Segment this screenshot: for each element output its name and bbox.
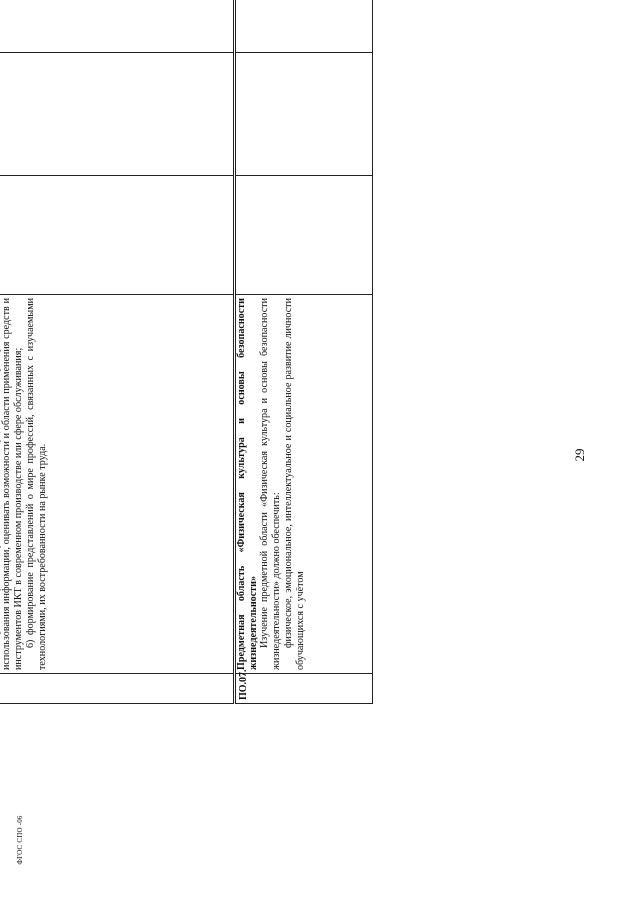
table-row	[0, 0, 235, 704]
rotated-table-container	[0, 0, 364, 704]
empty-cell	[235, 53, 373, 176]
row-code-cell	[0, 674, 235, 704]
paragraph: физическое, эмоциональное, интеллектуальное и социальное развитие личности обучающихся с учётом	[282, 298, 306, 670]
paragraph: Изучение предметной области «Физическая культура и основы безопасности жизнедеятельности» должно обеспечить:	[259, 298, 283, 670]
section-title: Предметная область «Физическая культура и основы безопасности жизнедеятельности»	[236, 298, 259, 670]
footer-code: ФГОС СПО -06	[16, 815, 24, 865]
content-cell	[235, 295, 373, 674]
empty-cell	[0, 176, 235, 295]
empty-cell	[0, 0, 235, 53]
content-cell	[0, 295, 235, 674]
paragraph: 6) формирование представлений о мире профессий, связанных с изучаемыми технологиями, их востребованности на рынке труда.	[24, 298, 48, 670]
row-code-cell: ПО.07.	[235, 674, 373, 704]
table-row	[235, 0, 373, 704]
empty-cell	[235, 0, 373, 53]
paragraph: использования информации, оценивать возможности и области применения средств и инструментов ИКТ в современном производстве или сфере обслуживания;	[1, 298, 25, 670]
empty-cell	[235, 176, 373, 295]
standards-table	[0, 0, 373, 704]
empty-cell	[0, 53, 235, 176]
page-number: 29	[572, 448, 587, 462]
